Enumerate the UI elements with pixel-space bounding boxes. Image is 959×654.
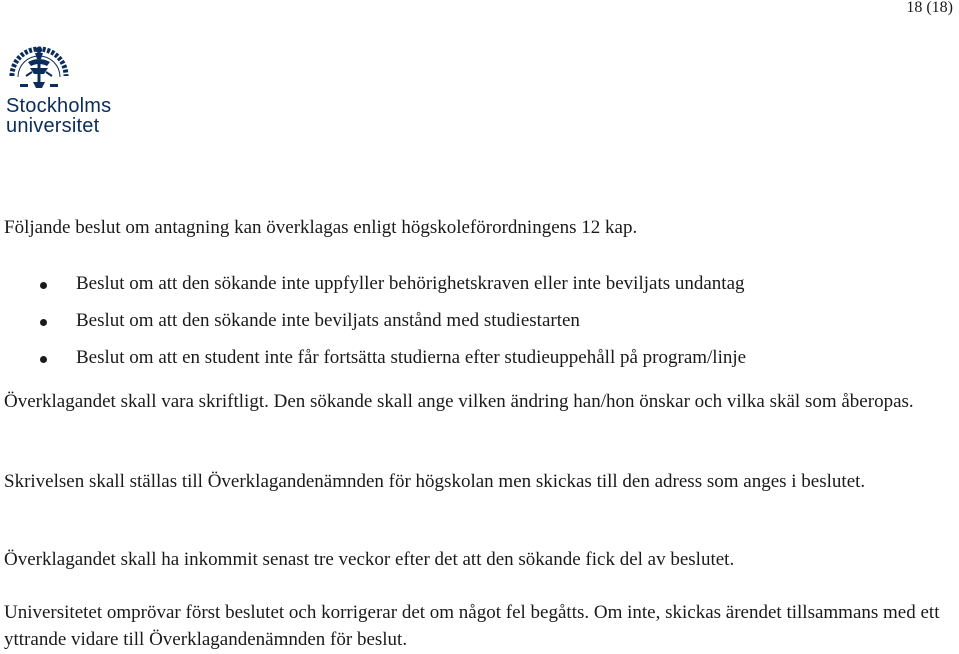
bullet-icon [40, 319, 47, 326]
list-item-text: Beslut om att en student inte får fortsätta studierna efter studieuppehåll på program/linje [76, 347, 747, 368]
logo-wordmark [6, 96, 111, 136]
list-item [0, 309, 746, 333]
bullet-icon [40, 282, 47, 289]
logo-line-1: Stockholms [6, 95, 112, 117]
paragraph-written-appeal: Överklagandet skall vara skriftligt. Den sökande skall ange vilken ändring han/hon önskar och vilka skäl som åberopas. [4, 391, 914, 412]
list-item-text: Beslut om att den sökande inte beviljats anstånd med studiestarten [76, 310, 580, 331]
list-item [0, 272, 746, 296]
intro-text: Följande beslut om antagning kan överklagas enligt högskoleförordningens 12 kap. [4, 217, 638, 238]
appeal-decision-list [0, 272, 746, 383]
university-logo [4, 36, 134, 138]
list-item [0, 346, 746, 370]
paragraph-review: Universitetet omprövar först beslutet och korrigerar det om något fel begåtts. Om inte, skickas ärendet tillsammans med ett yttrande vidare till Överklagandenämnden för beslut. [4, 602, 940, 650]
logo-line-2: universitet [6, 115, 100, 137]
bullet-icon [40, 356, 47, 363]
list-item-text: Beslut om att den sökande inte uppfyller behörighetskraven eller inte beviljats undantag [76, 273, 745, 294]
paragraph-deadline: Överklagandet skall ha inkommit senast tre veckor efter det att den sökande fick del av beslutet. [4, 549, 735, 570]
stockholms-universitet-seal-icon [6, 36, 72, 98]
page-number: 18 (18) [906, 0, 953, 16]
paragraph-address: Skrivelsen skall ställas till Överklagandenämnden för högskolan men skickas till den adress som anges i beslutet. [4, 471, 866, 492]
